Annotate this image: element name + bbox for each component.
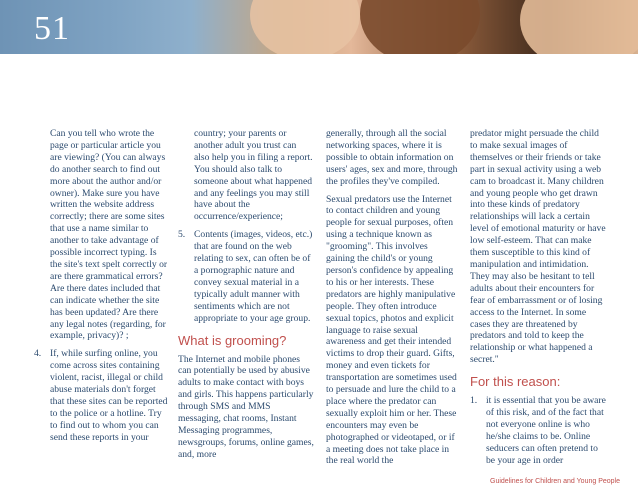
list-number: 4. bbox=[34, 348, 42, 360]
column-4 bbox=[470, 128, 608, 467]
header-whitespace bbox=[0, 54, 638, 116]
list-text: it is essential that you be aware of this risk, and of the fact that not everyone online is who he/she claims to be. Online seducers can often pretend to be your age in order bbox=[486, 395, 606, 466]
header-banner bbox=[0, 0, 638, 54]
column-3 bbox=[326, 128, 458, 473]
paragraph: Can you tell who wrote the page or particular article you are viewing? (You can always do another search to find out more about the author and/or owner). Make sure you have written the website address correctly; there are some sites that use a name similar to another to take advantage of possible incorrect typing. Is the site's text spelt correctly or are there grammatical errors? Are there dates included that can indicate whether the site has been updated? Are there any legal notes (regarding, for example, privacy)? ; bbox=[50, 128, 168, 342]
list-item-5 bbox=[178, 229, 314, 324]
list-item-1 bbox=[470, 395, 608, 466]
list-number: 1. bbox=[470, 395, 478, 407]
face-left bbox=[250, 0, 360, 54]
section-heading: For this reason: bbox=[470, 374, 561, 390]
page-number: 51 bbox=[34, 10, 70, 47]
face-right bbox=[520, 0, 638, 54]
column-2 bbox=[178, 128, 314, 467]
column-1 bbox=[34, 128, 170, 444]
list-text: Contents (images, videos, etc.) that are found on the web relating to sex, can often be of a pornographic nature and convey sexual material in a typically adult manner with sentiments which are not appropriate to your age group. bbox=[194, 229, 313, 324]
footer-text: Guidelines for Children and Young People bbox=[490, 478, 620, 485]
list-item-4 bbox=[34, 348, 170, 443]
paragraph: The Internet and mobile phones can potentially be used by abusive adults to make contact with boys and girls. This happens particularly through SMS and MMS messaging, chat rooms, Instant Messaging programmes, newsgroups, forums, online games, and, more bbox=[178, 353, 314, 460]
list-number: 5. bbox=[178, 229, 186, 241]
face-middle bbox=[360, 0, 480, 54]
paragraph: Sexual predators use the Internet to contact children and young people for sexual purposes, often using a technique known as "grooming". This involves gaining the child's or young person's confidence by appealing to his or her interests. These predators are highly manipulative people. They often introduce sexual topics, photos and explicit language to raise sexual awareness and get their intended victims to drop their guard. Gifts, money and even tickets for transportation are sometimes used to persuade and lure the child to a place where the predator can sexually exploit him or her. These encounters may even be photographed or videotaped, or if a meeting does not take place in the real world the bbox=[326, 193, 457, 467]
list-text: If, while surfing online, you come across sites containing violent, racist, illegal or child abuse materials don't forget that these sites can be reported to the police or a hotline. Try to find out to whom you can send these reports in your bbox=[50, 348, 168, 443]
paragraph: country; your parents or another adult you trust can also help you in filing a report. You should also talk to someone about what happened and any feelings you may still have about the occurrence/experience; bbox=[194, 128, 313, 223]
section-heading: What is grooming? bbox=[178, 332, 287, 348]
paragraph: predator might persuade the child to make sexual images of themselves or their friends or take part in sexual activity using a web cam to broadcast it. Many children and young people who get drawn into these kinds of predatory relationships will lack a certain level of emotional maturity or have low self-esteem. That can make them susceptible to this kind of manipulation and intimidation. They may also be hesitant to tell adults about their encounters for fear of embarrassment or of losing access to the Internet. In some cases they are threatened by predators and told to keep the relationship or what happened a secret." bbox=[470, 128, 606, 366]
paragraph: generally, through all the social networking spaces, where it is possible to obtain information on users' ages, sex and more, through the profiles they've compiled. bbox=[326, 128, 458, 187]
